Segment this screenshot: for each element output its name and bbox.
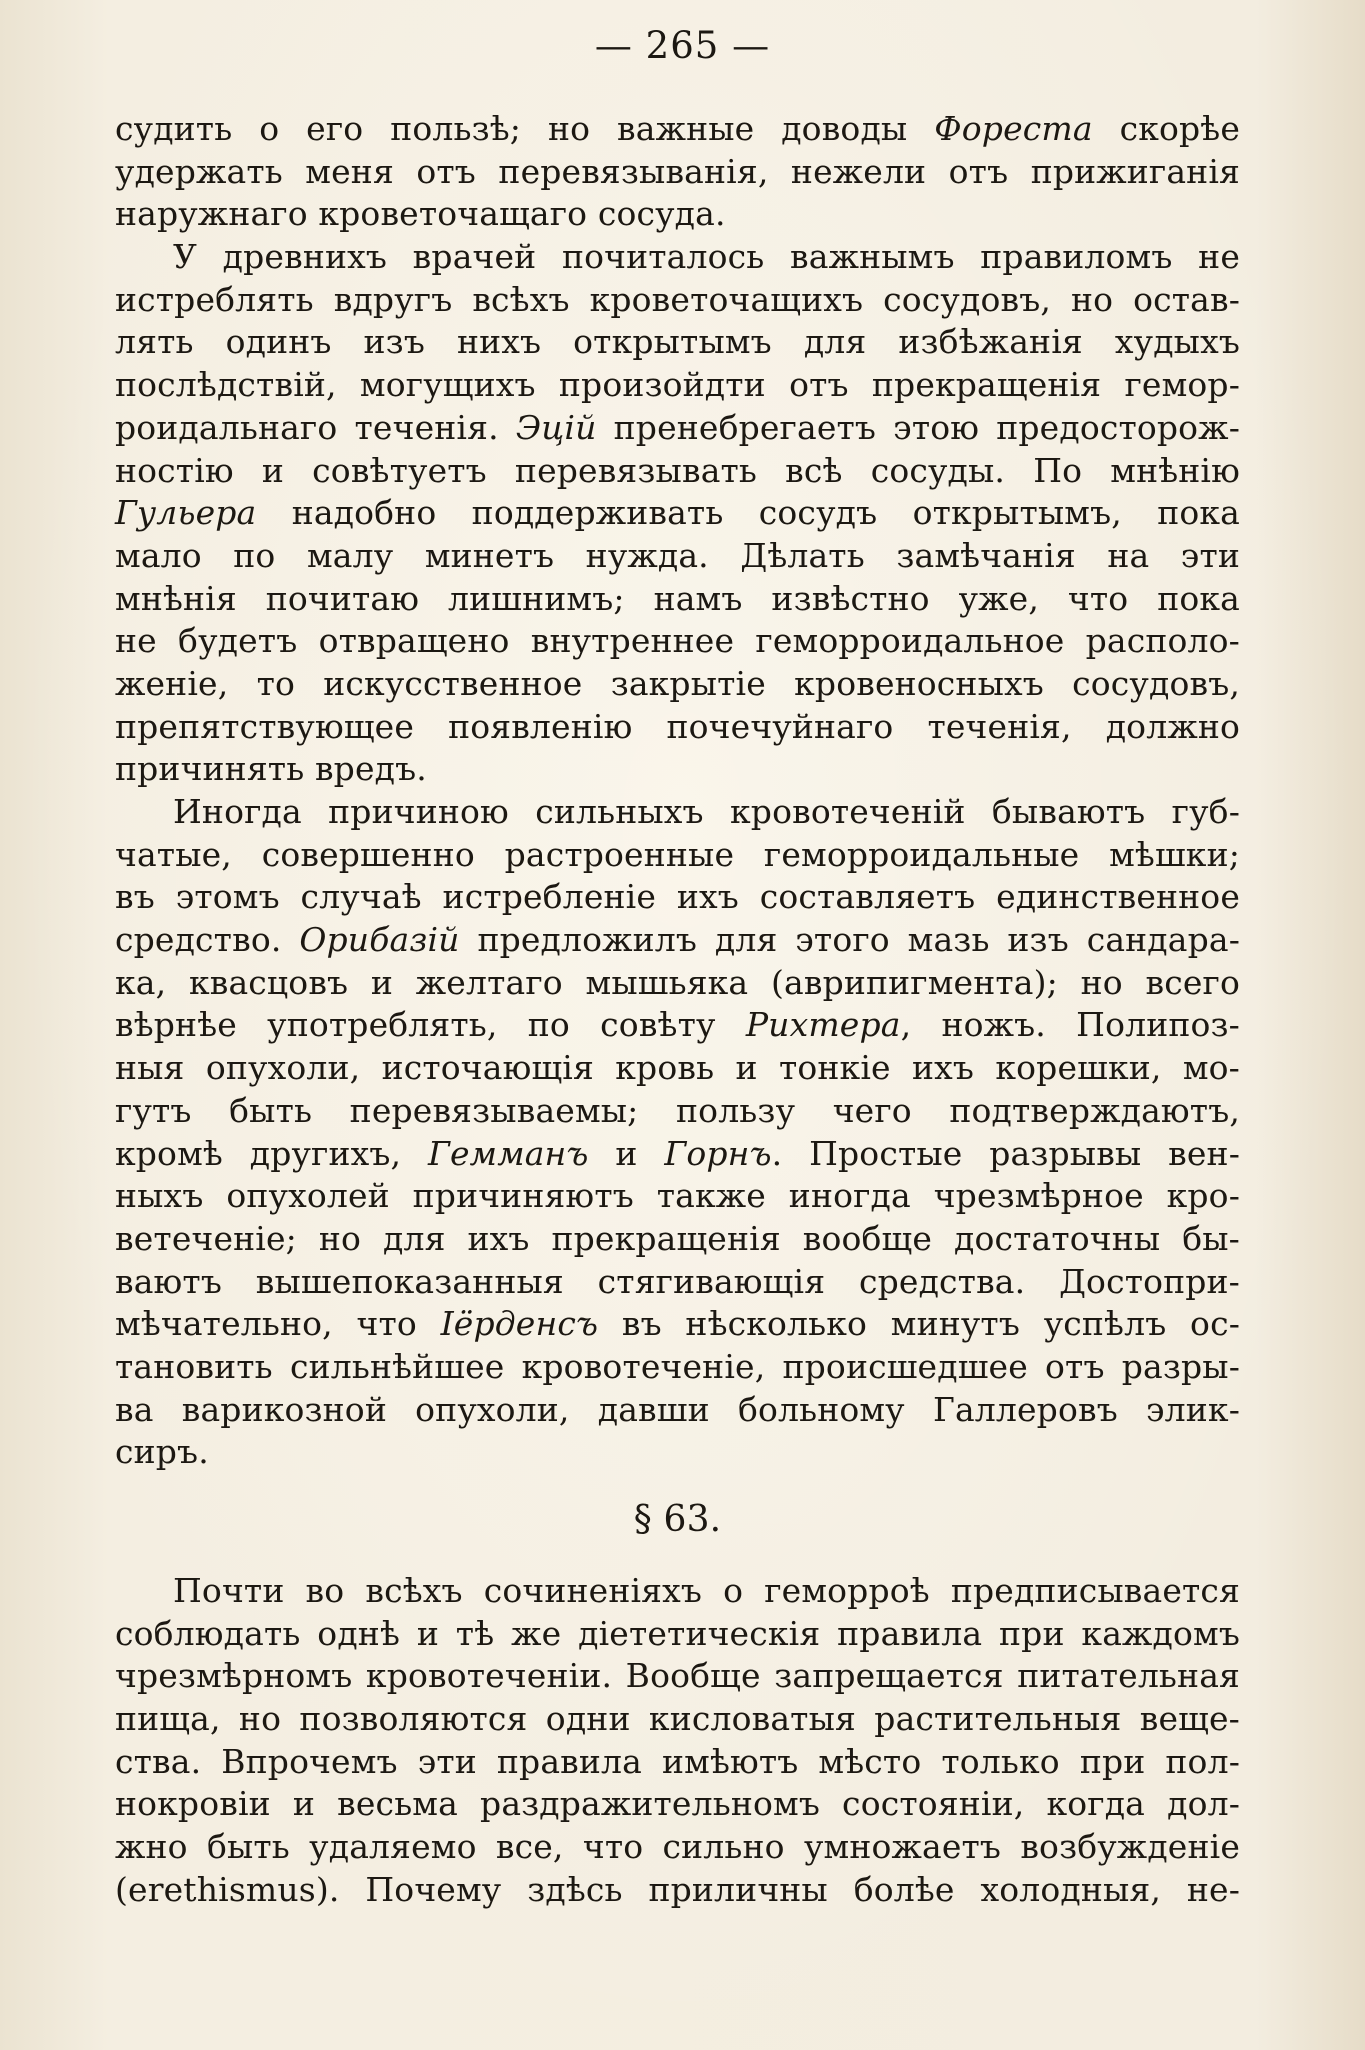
text-run: чрезмѣрномъ кровотеченіи. Вообще запрещается питательная xyxy=(115,1656,1240,1696)
text-run: сиръ. xyxy=(115,1432,209,1472)
body-text xyxy=(115,108,1240,1912)
italic-name: Іёрденсъ xyxy=(440,1304,599,1344)
italic-name: Орибазій xyxy=(299,920,460,960)
text-line xyxy=(115,1218,1240,1261)
text-run: въ этомъ случаѣ истребленіе ихъ составляетъ единственное xyxy=(115,877,1240,917)
text-run: ныя опухоли, источающія кровь и тонкіе ихъ корешки, мо- xyxy=(115,1048,1240,1088)
text-line xyxy=(115,919,1240,962)
text-line xyxy=(115,962,1240,1005)
text-line xyxy=(115,1570,1240,1613)
text-run: женіе, то искусственное закрытіе кровеносныхъ сосудовъ, xyxy=(115,663,1240,703)
text-line xyxy=(115,108,1240,151)
text-line xyxy=(115,535,1240,578)
text-run: въ нѣсколько минутъ успѣлъ ос- xyxy=(598,1304,1240,1344)
text-line xyxy=(115,279,1240,322)
text-line xyxy=(115,193,1240,236)
text-line xyxy=(115,1741,1240,1784)
text-line xyxy=(115,620,1240,663)
text-line xyxy=(115,791,1240,834)
text-line xyxy=(115,1346,1240,1389)
text-run: Почти во всѣхъ сочиненіяхъ о геморроѣ предписывается xyxy=(173,1571,1240,1610)
text-run: роидальнаго теченія. xyxy=(115,407,516,447)
text-line xyxy=(115,706,1240,749)
paragraphs-section-63 xyxy=(115,1570,1240,1912)
text-line xyxy=(115,1090,1240,1133)
text-run: (erethismus). Почему здѣсь приличны болѣе холодныя, не- xyxy=(115,1869,1240,1909)
text-line xyxy=(115,1826,1240,1869)
text-line xyxy=(115,578,1240,621)
text-run: жно быть удаляемо все, что сильно умножаетъ возбужденіе xyxy=(115,1827,1240,1867)
text-run: препятствующее появленію почечуйнаго теченія, должно xyxy=(115,706,1240,746)
text-run: . Простые разрывы вен- xyxy=(771,1133,1240,1173)
text-run: ныхъ опухолей причиняютъ также иногда чрезмѣрное кро- xyxy=(115,1176,1240,1216)
text-line xyxy=(115,1004,1240,1047)
text-line xyxy=(115,492,1240,535)
text-line xyxy=(115,1613,1240,1656)
text-line xyxy=(115,151,1240,194)
text-run: предложилъ для этого мазь изъ сандара- xyxy=(459,920,1240,960)
text-line xyxy=(115,321,1240,364)
text-line xyxy=(115,407,1240,450)
text-line xyxy=(115,1869,1240,1912)
italic-name: Горнъ xyxy=(664,1133,772,1173)
text-run: мало по малу минетъ нужда. Дѣлать замѣчанія на эти xyxy=(115,535,1240,575)
text-run: ностію и совѣтуетъ перевязывать всѣ сосуды. По мнѣнію xyxy=(115,450,1240,490)
text-line xyxy=(115,1698,1240,1741)
text-line xyxy=(115,1783,1240,1826)
italic-name: Гульера xyxy=(115,493,257,533)
text-run: истреблять вдругъ всѣхъ кроветочащихъ сосудовъ, но остав- xyxy=(115,279,1240,319)
italic-name: Эцій xyxy=(515,407,597,447)
text-run: не будетъ отвращено внутреннее геморроидальное располо- xyxy=(115,621,1240,661)
text-run: гутъ быть перевязываемы; пользу чего подтверждаютъ, xyxy=(115,1090,1240,1130)
text-run: вѣрнѣе употреблять, по совѣту xyxy=(115,1005,746,1045)
italic-name: Фореста xyxy=(934,109,1093,148)
text-run: послѣдствій, могущихъ произойдти отъ прекращенія гемор- xyxy=(115,365,1240,405)
text-run: ветеченіе; но для ихъ прекращенія вообще достаточны бы- xyxy=(115,1218,1240,1258)
text-line xyxy=(115,1261,1240,1304)
page-number: — 265 — xyxy=(594,24,771,67)
text-run: пренебрегаетъ этою предосторож- xyxy=(596,407,1240,447)
text-run: Иногда причиною сильныхъ кровотеченій бываютъ губ- xyxy=(173,792,1240,831)
section-heading: § 63. xyxy=(633,1499,722,1540)
text-run: лять одинъ изъ нихъ открытымъ для избѣжанія худыхъ xyxy=(115,322,1240,362)
text-line xyxy=(115,663,1240,706)
text-run: судить о его пользѣ; но важные доводы xyxy=(115,109,935,148)
text-run: ства. Впрочемъ эти правила имѣютъ мѣсто только при пол- xyxy=(115,1741,1240,1781)
text-line xyxy=(115,1047,1240,1090)
text-line xyxy=(115,834,1240,877)
text-run: тановить сильнѣйшее кровотеченіе, происшедшее отъ разры- xyxy=(115,1346,1240,1386)
text-line xyxy=(115,1303,1240,1346)
text-line xyxy=(115,364,1240,407)
text-run: У древнихъ врачей почиталось важнымъ правиломъ не xyxy=(173,237,1240,277)
text-run: нокровіи и весьма раздражительномъ состояніи, когда дол- xyxy=(115,1784,1240,1824)
text-line xyxy=(115,1431,1240,1474)
text-line xyxy=(115,450,1240,493)
text-line xyxy=(115,748,1240,791)
text-run: скорѣе xyxy=(1092,109,1241,148)
text-run: удержать меня отъ перевязыванія, нежели отъ прижиганія xyxy=(115,151,1240,191)
text-run: средство. xyxy=(115,920,300,960)
text-run: пища, но позволяются одни кисловатыя растительныя веще- xyxy=(115,1699,1240,1739)
text-run: мѣчательно, что xyxy=(115,1304,441,1344)
italic-name: Рихтера xyxy=(745,1005,901,1045)
text-run: мнѣнія почитаю лишнимъ; намъ извѣстно уже, что пока xyxy=(115,578,1240,618)
text-line xyxy=(115,876,1240,919)
text-run: чатые, совершенно растроенные геморроидальные мѣшки; xyxy=(115,834,1240,874)
italic-name: Гемманъ xyxy=(428,1133,589,1173)
text-run: и xyxy=(588,1133,665,1173)
text-line xyxy=(115,1175,1240,1218)
text-run: ка, квасцовъ и желтаго мышьяка (аврипигмента); но всего xyxy=(115,962,1240,1002)
text-run: ваютъ вышепоказанныя стягивающія средства. Достопри- xyxy=(115,1261,1240,1301)
text-run: кромѣ другихъ, xyxy=(115,1133,428,1173)
text-line xyxy=(115,1655,1240,1698)
text-run: надобно поддерживать сосудъ открытымъ, пока xyxy=(256,493,1240,533)
text-line xyxy=(115,236,1240,279)
paragraphs-section-62 xyxy=(115,108,1240,1474)
text-run: , ножъ. Полипоз- xyxy=(900,1005,1240,1045)
text-run: наружнаго кроветочащаго сосуда. xyxy=(115,194,726,234)
text-line xyxy=(115,1133,1240,1176)
text-run: соблюдать однѣ и тѣ же діететическія правила при каждомъ xyxy=(115,1613,1240,1653)
text-line xyxy=(115,1389,1240,1432)
text-run: причинять вредъ. xyxy=(115,749,427,789)
text-run: ва варикозной опухоли, давши больному Галлеровъ элик- xyxy=(115,1389,1240,1429)
